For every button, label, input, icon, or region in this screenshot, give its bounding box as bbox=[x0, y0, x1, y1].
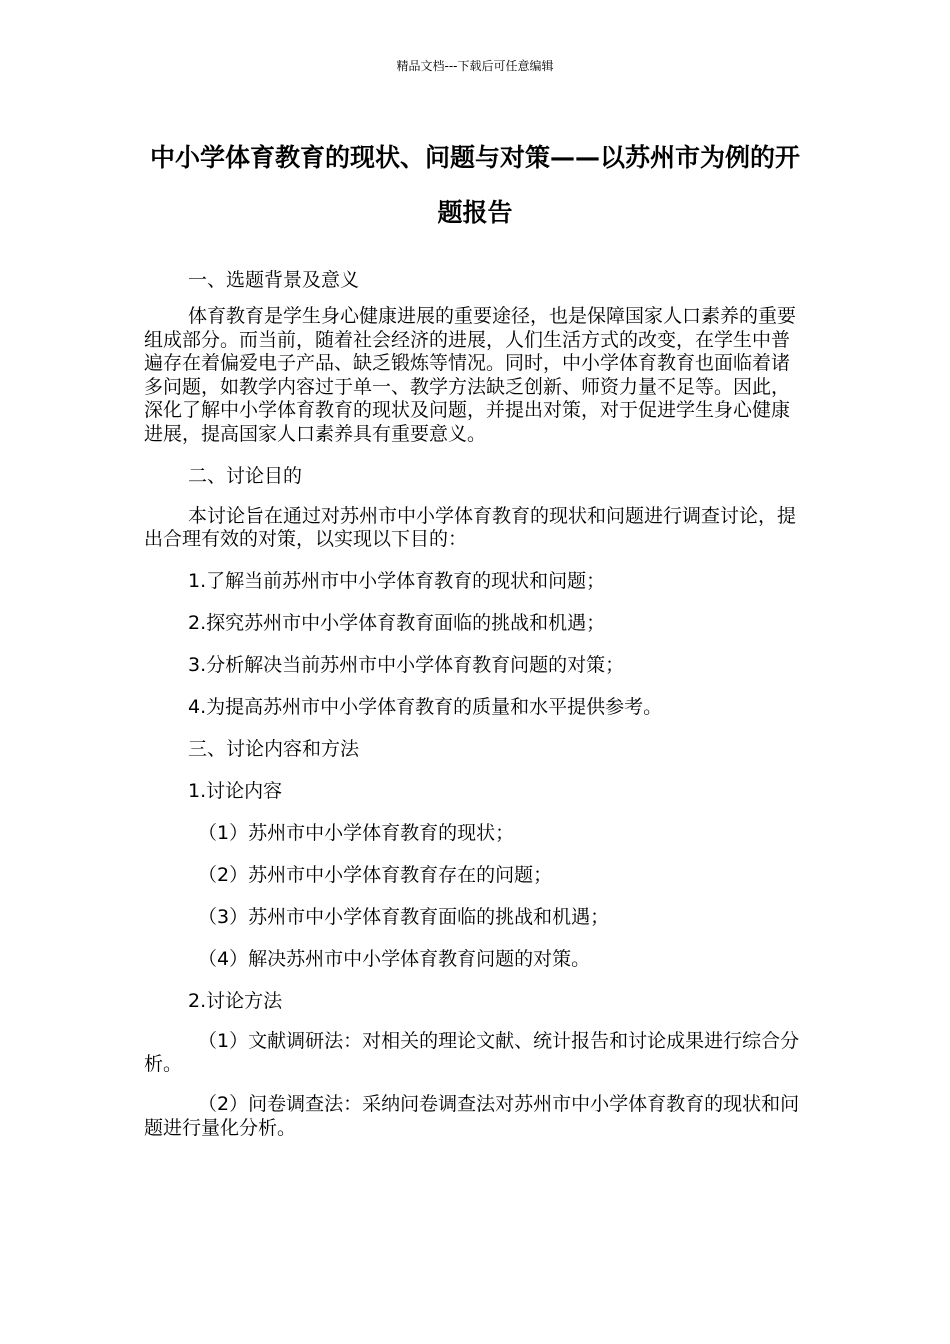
document-body bbox=[144, 267, 806, 1152]
list-item: 4.为提高苏州市中小学体育教育的质量和水平提供参考。 bbox=[188, 695, 663, 718]
subsection-heading: 1.讨论内容 bbox=[188, 779, 283, 802]
list-item: 1.了解当前苏州市中小学体育教育的现状和问题； bbox=[188, 569, 606, 592]
section-heading: 一、选题背景及意义 bbox=[188, 269, 360, 291]
section-heading: 二、讨论目的 bbox=[188, 464, 303, 487]
list-item: （2）苏州市中小学体育教育存在的问题； bbox=[198, 863, 553, 886]
list-item: （4）解决苏州市中小学体育教育问题的对策。 bbox=[198, 947, 591, 970]
paragraph: 体育教育是学生身心健康进展的重要途径，也是保障国家人口素养的重要组成部分。而当前，随着社会经济的进展，人们生活方式的改变，在学生中普遍存在着偏爱电子产品、缺乏锻炼等情况。同时，中小学体育教育也面临着诸多问题，如教学内容过于单一、教学方法缺乏创新、师资力量不足等。因此，深化了解中小学体育教育的现状及问题，并提出对策，对于促进学生身心健康进展，提高国家人口素养具有重要意义。 bbox=[144, 305, 797, 445]
list-item: （1）文献调研法：对相关的理论文献、统计报告和讨论成果进行综合分析。 bbox=[144, 1029, 800, 1076]
section-heading: 三、讨论内容和方法 bbox=[188, 737, 360, 760]
list-item: （2）问卷调查法：采纳问卷调查法对苏州市中小学体育教育的现状和问题进行量化分析。 bbox=[144, 1092, 800, 1139]
list-item: 2.探究苏州市中小学体育教育面临的挑战和机遇； bbox=[188, 611, 606, 634]
page-header-note: 精品文档---下载后可任意编辑 bbox=[396, 59, 554, 73]
list-item: 3.分析解决当前苏州市中小学体育教育问题的对策； bbox=[188, 653, 625, 676]
list-item: （1）苏州市中小学体育教育的现状； bbox=[198, 821, 515, 844]
document-title: 中小学体育教育的现状、问题与对策——以苏州市为例的开题报告 bbox=[149, 143, 800, 227]
list-item: （3）苏州市中小学体育教育面临的挑战和机遇； bbox=[198, 905, 610, 928]
subsection-heading: 2.讨论方法 bbox=[188, 989, 283, 1012]
paragraph: 本讨论旨在通过对苏州市中小学体育教育的现状和问题进行调查讨论，提出合理有效的对策，以实现以下目的： bbox=[144, 504, 797, 551]
